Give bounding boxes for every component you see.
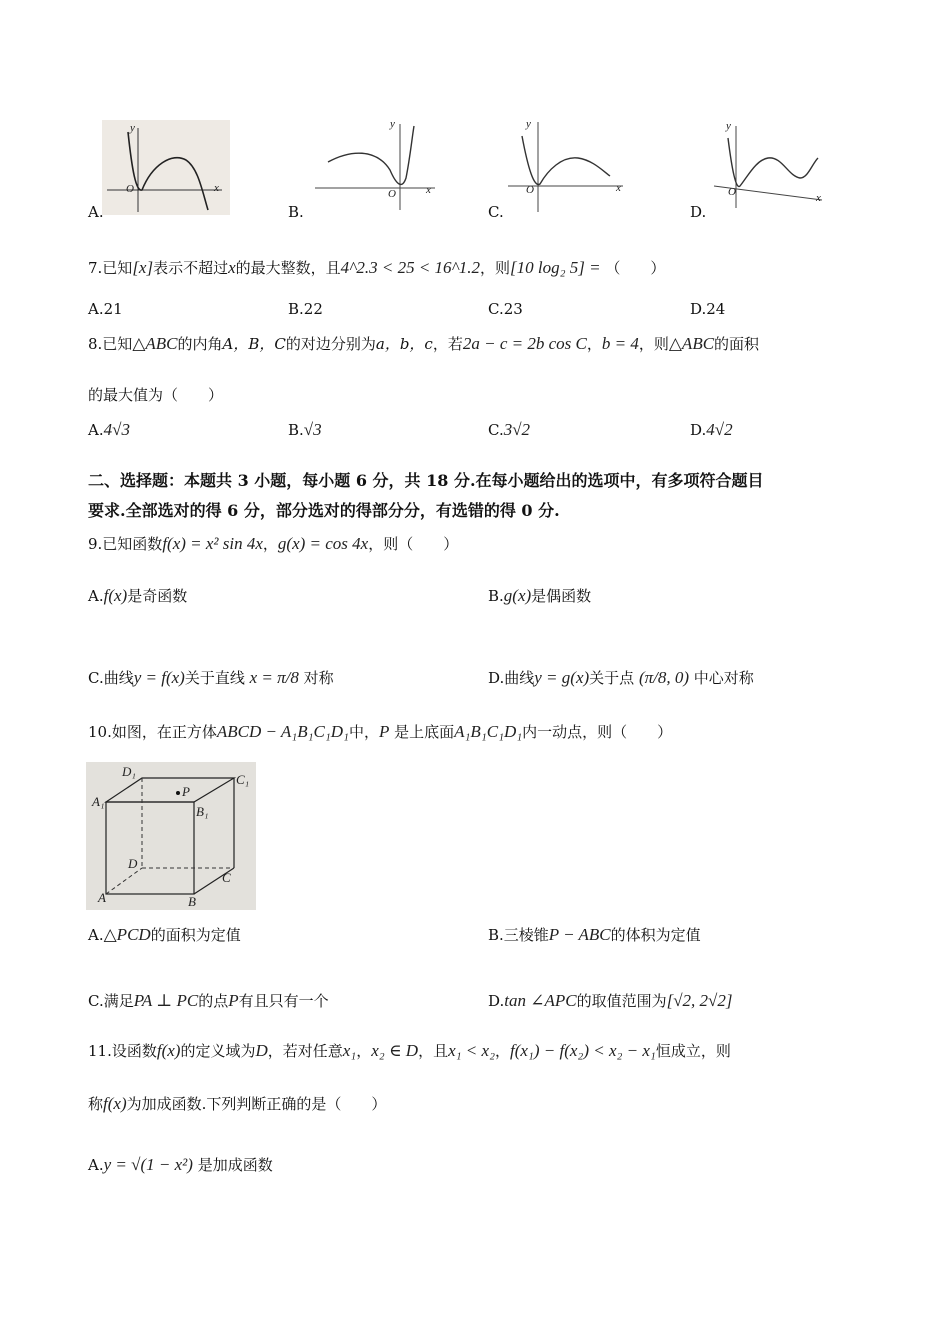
axis-x-label: x: [616, 182, 621, 194]
q8-option-b: B.√3: [288, 420, 322, 439]
q9-option-a: A.f(x)是奇函数: [88, 586, 188, 605]
q7-option-d: D.24: [690, 300, 726, 318]
vertex-a1-label: A₁: [92, 794, 105, 809]
q7-stem: 7.已知[x]表示不超过x的最大整数，且4^2.3 < 25 < 16^1.2，则[10 log₂ 5] = （ ）: [88, 258, 666, 277]
vertex-a-label: A: [98, 890, 106, 905]
vertex-c-label: C: [222, 870, 231, 885]
vertex-c1-label: C₁: [236, 772, 250, 787]
q7-option-c: C.23: [488, 300, 523, 318]
cube-svg: [86, 762, 256, 910]
axis-y-label: y: [526, 118, 531, 130]
origin-label: O: [388, 188, 396, 200]
axis-y-label: y: [726, 120, 731, 132]
axis-x-label: x: [816, 192, 821, 204]
graph-option-b: [310, 118, 440, 213]
q9-option-c: C.曲线y = f(x)关于直线 x = π/8 对称: [88, 668, 334, 687]
graph-b-svg: [310, 118, 440, 213]
option-c-label: C.: [488, 203, 504, 221]
graph-option-c: [508, 118, 628, 213]
q9-stem: 9.已知函数f(x) = x² sin 4x，g(x) = cos 4x，则（ ）: [88, 534, 459, 553]
cube-figure: [86, 762, 256, 910]
vertex-d1-label: D₁: [122, 764, 136, 779]
section-heading-line2: 要求.全部选对的得 6 分，部分选对的得部分分，有选错的得 0 分.: [88, 501, 560, 520]
point-p-label: P: [182, 784, 190, 799]
q10-option-c: C.满足PA ⊥ PC的点P有且只有一个: [88, 991, 329, 1010]
q8-option-c: C.3√2: [488, 420, 531, 439]
graph-a-svg: [102, 120, 230, 215]
q10-option-d: D.tan ∠APC的取值范围为[√2, 2√2]: [488, 991, 733, 1010]
option-a-label: A.: [88, 203, 104, 221]
graph-c-svg: [508, 118, 628, 213]
graph-option-d: [712, 120, 832, 210]
q11-option-a: A.y = √(1 − x²) 是加成函数: [88, 1155, 273, 1174]
q11-stem-line2: 称f(x)为加成函数.下列判断正确的是（ ）: [88, 1094, 387, 1113]
option-d-label: D.: [690, 203, 707, 221]
vertex-d-label: D: [128, 856, 138, 871]
vertex-b1-label: B₁: [196, 804, 209, 819]
q10-option-b: B.三棱锥P − ABC的体积为定值: [488, 925, 701, 944]
q9-option-b: B.g(x)是偶函数: [488, 586, 592, 605]
q8-stem: 8.已知△ABC的内角A，B，C的对边分别为a，b，c，若2a − c = 2b cos C，b = 4，则△ABC的面积: [88, 334, 760, 353]
axis-y-label: y: [130, 122, 135, 134]
axis-x-label: x: [426, 184, 431, 196]
q10-stem: 10.如图，在正方体ABCD − A₁B₁C₁D₁中，P 是上底面A₁B₁C₁D₁内一动点，则（ ）: [88, 722, 673, 741]
graph-option-a: [102, 120, 230, 215]
q9-option-d: D.曲线y = g(x)关于点 (π/8, 0) 中心对称: [488, 668, 754, 687]
q8-stem-line2: 的最大值为（ ）: [88, 386, 224, 404]
option-b-label: B.: [288, 203, 304, 221]
origin-label: O: [728, 186, 736, 198]
q11-stem: 11.设函数f(x)的定义域为D，若对任意x₁，x₂ ∈ D，且x₁ < x₂，f(x₁) − f(x₂) < x₂ − x₁恒成立，则: [88, 1041, 731, 1060]
q10-option-a: A.△PCD的面积为定值: [88, 925, 241, 944]
origin-label: O: [126, 183, 134, 195]
q8-option-d: D.4√2: [690, 420, 733, 439]
axis-x-label: x: [214, 182, 219, 194]
origin-label: O: [526, 184, 534, 196]
q7-option-a: A.21: [88, 300, 123, 318]
vertex-b-label: B: [188, 894, 196, 909]
section-heading-line1: 二、选择题：本题共 3 小题，每小题 6 分，共 18 分.在每小题给出的选项中，有多项符合题目: [88, 471, 764, 490]
q8-option-a: A.4√3: [88, 420, 130, 439]
q7-option-b: B.22: [288, 300, 323, 318]
axis-y-label: y: [390, 118, 395, 130]
